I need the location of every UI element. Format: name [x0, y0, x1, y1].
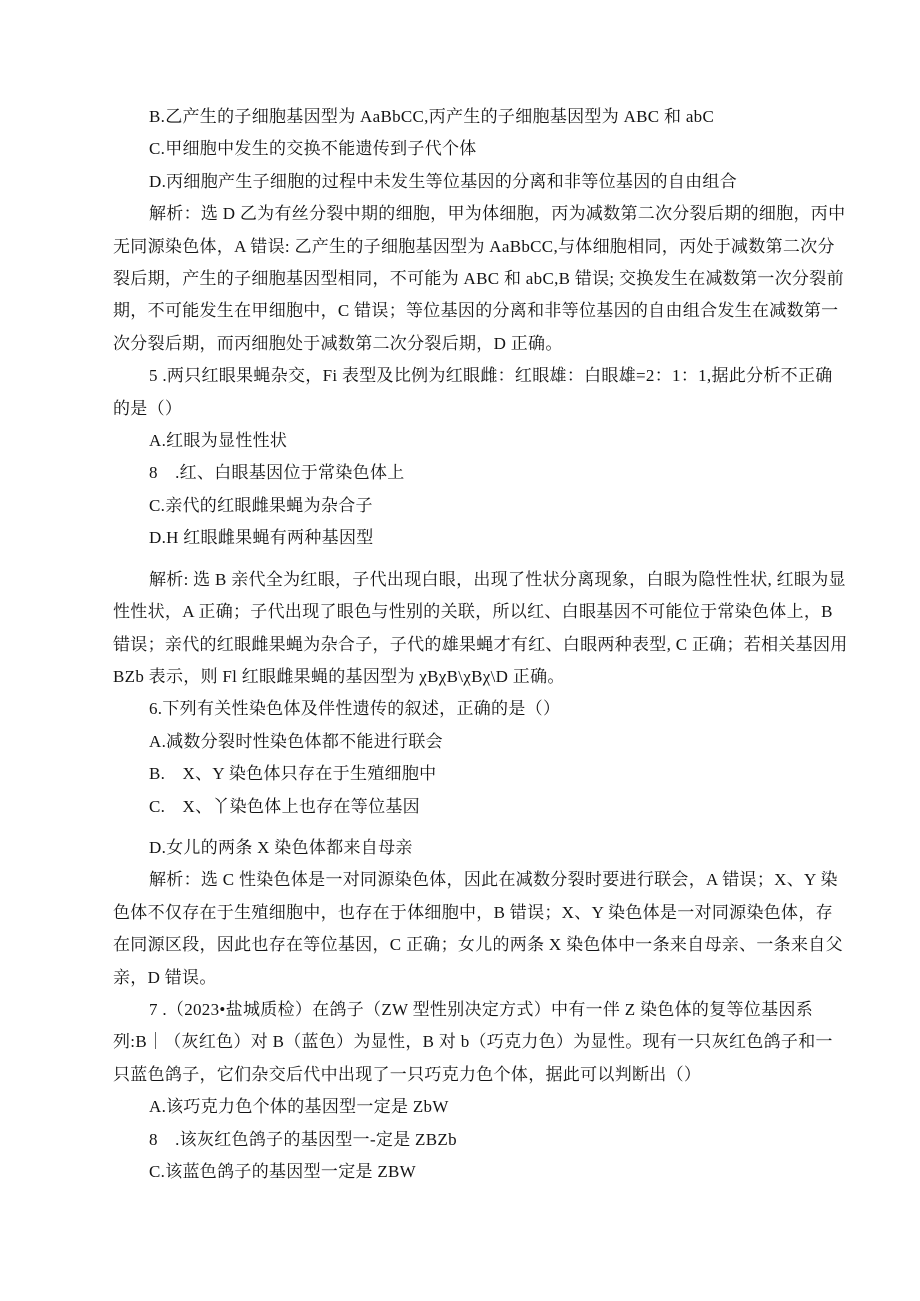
- document-line: 8 .红、白眼基因位于常染色体上: [149, 463, 405, 483]
- document-line: 色体不仅存在于生殖细胞中，也存在于体细胞中，B 错误；X、Y 染色体是一对同源染色体，存: [113, 902, 833, 922]
- document-line: C.甲细胞中发生的交换不能遗传到子代个体: [149, 139, 477, 159]
- document-line: D.丙细胞产生子细胞的过程中未发生等位基因的分离和非等位基因的自由组合: [149, 171, 738, 191]
- document-line: 的是（）: [113, 398, 183, 418]
- document-line: C. X、丫染色体上也存在等位基因: [149, 796, 420, 816]
- document-line: BZb 表示，则 Fl 红眼雌果蝇的基因型为 χBχB\χBχ\D 正确。: [113, 666, 565, 686]
- document-line: 在同源区段，因此也存在等位基因，C 正确；女儿的两条 X 染色体中一条来自母亲、一条来自父: [113, 935, 843, 955]
- document-line: 6.下列有关性染色体及伴性遗传的叙述，正确的是（）: [149, 699, 561, 719]
- document-line: 次分裂后期，而丙细胞处于减数第二次分裂后期，D 正确。: [113, 333, 563, 353]
- document-line: 错误；亲代的红眼雌果蝇为杂合子，子代的雄果蝇才有红、白眼两种表型, C 正确；若相关基因用: [113, 634, 848, 654]
- document-line: B.乙产生的子细胞基因型为 AaBbCC,丙产生的子细胞基因型为 ABC 和 abC: [149, 107, 715, 126]
- document-line: 解析：选 D 乙为有丝分裂中期的细胞，甲为体细胞，丙为减数第二次分裂后期的细胞，丙中: [149, 204, 846, 224]
- document-line: 裂后期，产生的子细胞基因型相同，不可能为 ABC 和 abC,B 错误; 交换发生在减数第一次分裂前: [113, 269, 844, 289]
- document-line: 无同源染色体，A 错误: 乙产生的子细胞基因型为 AaBbCC,与体细胞相同，丙处于减数第二次分: [113, 236, 835, 256]
- document-line: 亲，D 错误。: [113, 967, 217, 987]
- document-line: B. X、Y 染色体只存在于生殖细胞中: [149, 764, 437, 784]
- document-line: 列:B｜（灰红色）对 B（蓝色）为显性，B 对 b（巧克力色）为显性。现有一只灰红色鸽子和一: [113, 1032, 833, 1052]
- document-line: A.红眼为显性性状: [149, 431, 288, 451]
- document-line: A.该巧克力色个体的基因型一定是 ZbW: [149, 1097, 449, 1117]
- document-line: D.女儿的两条 X 染色体都来自母亲: [149, 837, 413, 857]
- document-line: D.H 红眼雌果蝇有两种基因型: [149, 528, 374, 548]
- document-line: 7 .（2023•盐城质检）在鸽子（ZW 型性别决定方式）中有一伴 Z 染色体的复等位基因系: [149, 999, 814, 1019]
- document-line: 8 .该灰红色鸽子的基因型一-定是 ZBZb: [149, 1129, 457, 1149]
- document-line: 解析: 选 B 亲代全为红眼，子代出现白眼，出现了性状分离现象，白眼为隐性性状, 红眼为显: [149, 569, 846, 589]
- document-line: A.减数分裂时性染色体都不能进行联会: [149, 731, 443, 751]
- document-line: C.该蓝色鸽子的基因型一定是 ZBW: [149, 1162, 417, 1181]
- document-line: 性性状，A 正确；子代出现了眼色与性别的关联，所以红、白眼基因不可能位于常染色体上，B: [113, 602, 833, 622]
- document-line: 5 .两只红眼果蝇杂交，Fi 表型及比例为红眼雌：红眼雄：白眼雄=2：1：1,据此分析不正确: [149, 366, 833, 386]
- document-line: 期，不可能发生在甲细胞中，C 错误；等位基因的分离和非等位基因的自由组合发生在减数第一: [113, 301, 839, 321]
- document-line: 只蓝色鸽子，它们杂交后代中出现了一只巧克力色个体，据此可以判断出（）: [113, 1064, 702, 1084]
- document-line: C.亲代的红眼雌果蝇为杂合子: [149, 495, 373, 515]
- document-line: 解析：选 C 性染色体是一对同源染色体，因此在减数分裂时要进行联会，A 错误；X、Y 染: [149, 870, 838, 890]
